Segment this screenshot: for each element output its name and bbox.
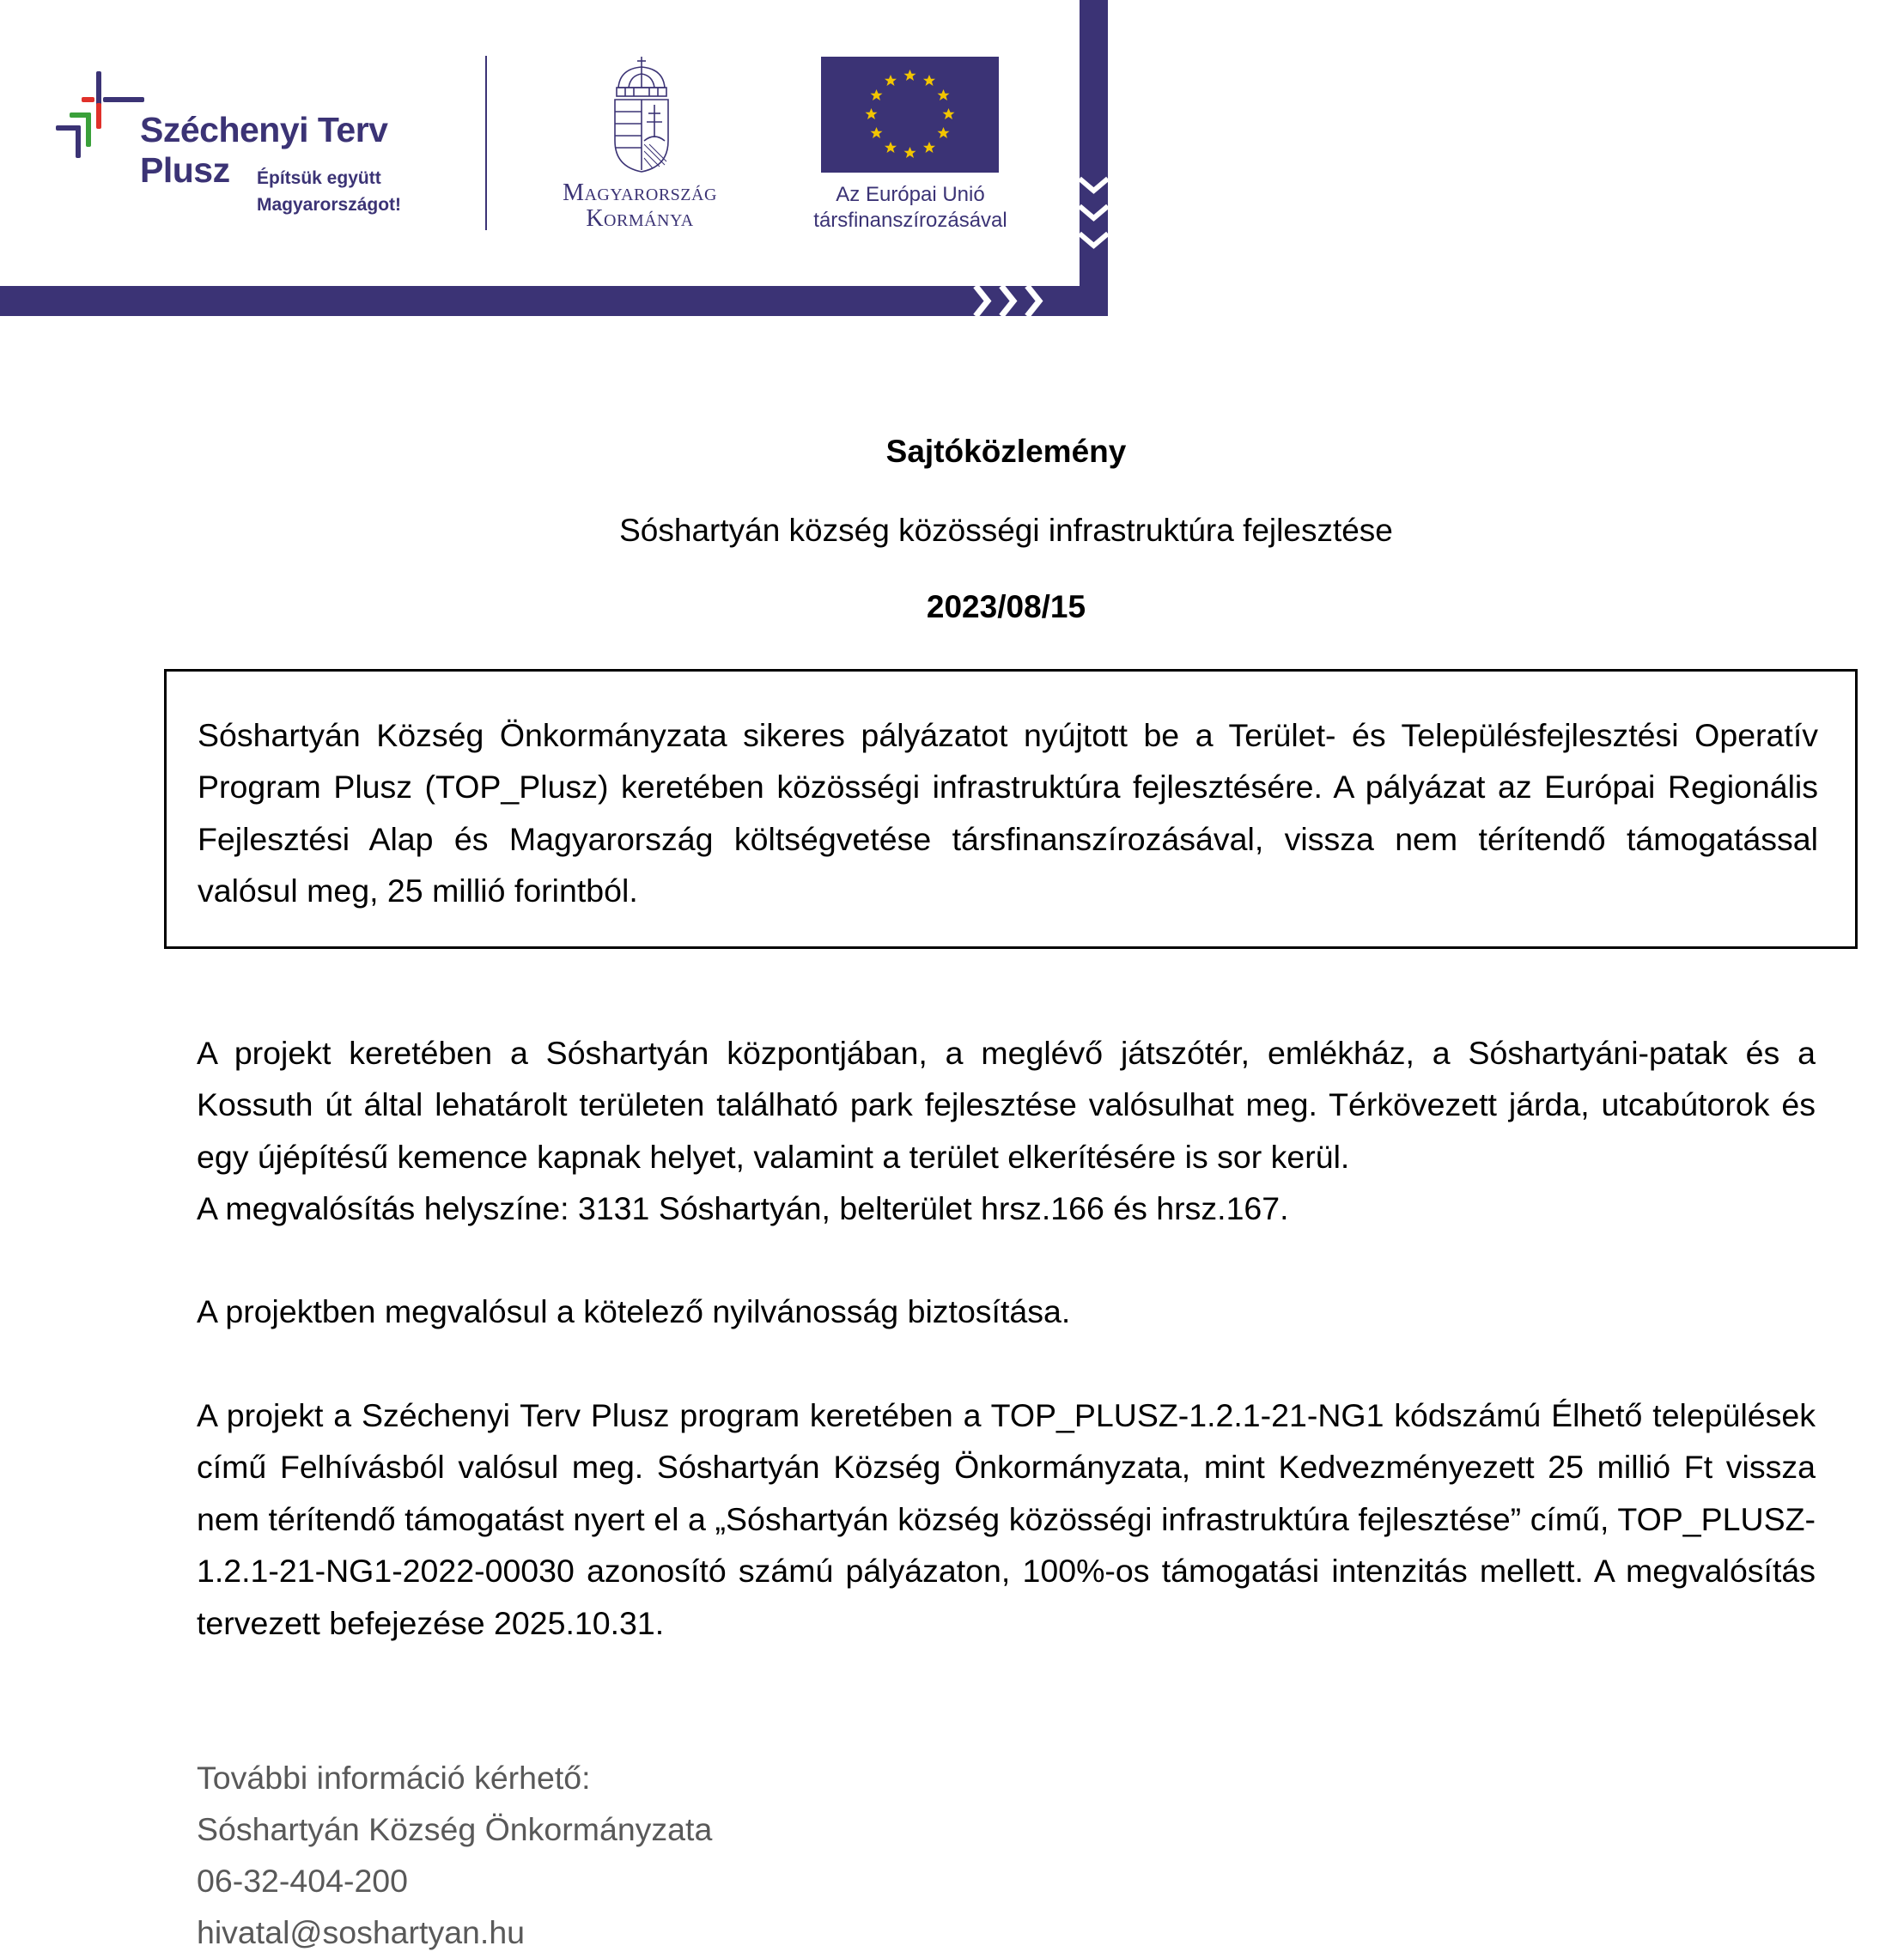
project-description — [197, 1027, 1816, 1235]
funding-paragraph: A projekt a Széchenyi Terv Plusz program keretében a TOP_PLUSZ-1.2.1-21-NG1 kódszámú Élhető települések című Felhívásból valósul meg. Sóshartyán Község Önkormányzata, mint Kedvezményezett 25 millió Ft vissza nem térítendő támogatást nyert el a „Sóshartyán község közösségi infrastruktúra fejlesztése” című, TOP_PLUSZ-1.2.1-21-NG1-2022-00030 azonosító számú pályázaton, 100%-os támogatási intenzitás mellett. A megvalósítás tervezett befejezése 2025.10.31. — [197, 1397, 1816, 1641]
header-banner — [0, 0, 1116, 319]
szechenyi-cross-icon — [56, 69, 146, 160]
tagline-line-1: Építsük együtt — [257, 168, 381, 188]
tagline-line-2: Magyarországot! — [257, 195, 402, 215]
chevron-down-icon — [1080, 172, 1108, 262]
government-logo-text — [532, 180, 747, 232]
eu-logo-text — [773, 182, 1048, 234]
summary-box — [164, 669, 1858, 949]
szechenyi-logo-tagline — [257, 165, 401, 218]
logo-separator — [485, 56, 487, 230]
eu-flag — [821, 57, 999, 173]
contact-email[interactable]: hivatal@soshartyan.hu — [197, 1914, 526, 1950]
contact-organization: Sóshartyán Község Önkormányzata — [197, 1811, 713, 1847]
summary-text: Sóshartyán Község Önkormányzata sikeres pályázatot nyújtott be a Terület- és Településfejlesztési Operatív Program Plusz (TOP_Plusz) keretében közösségi infrastruktúra fejlesztésére. A pályázat az Európai Regionális Fejlesztési Alap és Magyarország költségvetése társfinanszírozásával, vissza nem térítendő támogatással valósul meg, 25 millió forintból. — [198, 717, 1818, 909]
szechenyi-logo-plusz: Plusz — [140, 150, 230, 190]
gov-line-2: Kormánya — [586, 205, 694, 232]
contact-block — [197, 1752, 712, 1958]
chevron-right-icon — [969, 286, 1055, 316]
release-date: 2023/08/15 — [926, 589, 1086, 624]
page-title: Sajtóközlemény — [885, 434, 1127, 469]
szechenyi-logo-title: Széchenyi Terv — [140, 110, 388, 149]
publicity-paragraph: A projektben megvalósul a kötelező nyilvánosság biztosítása. — [197, 1293, 1071, 1329]
banner-vertical-band — [1080, 0, 1108, 316]
gov-line-1: Magyarország — [563, 179, 717, 206]
eu-line-2: társfinanszírozásával — [813, 209, 1007, 232]
contact-label: További információ kérhető: — [197, 1760, 591, 1796]
contact-phone: 06-32-404-200 — [197, 1863, 409, 1899]
hungarian-coat-of-arms-icon — [611, 55, 672, 173]
eu-stars-icon — [821, 57, 999, 173]
location-paragraph: A megvalósítás helyszíne: 3131 Sóshartyán, belterület hrsz.166 és hrsz.167. — [197, 1190, 1289, 1227]
banner-horizontal-band — [0, 286, 1108, 316]
eu-line-1: Az Európai Unió — [836, 183, 985, 206]
project-paragraph: A projekt keretében a Sóshartyán központjában, a meglévő játszótér, emlékház, a Sóshartyáni-patak és a Kossuth út által lehatárolt területen található park fejlesztése valósulhat meg. Térkövezett járda, utcabútorok és egy újépítésű kemence kapnak helyet, valamint a terület elkerítésére is sor kerül. — [197, 1035, 1816, 1175]
page-subtitle: Sóshartyán község közösségi infrastruktúra fejlesztése — [619, 513, 1393, 548]
